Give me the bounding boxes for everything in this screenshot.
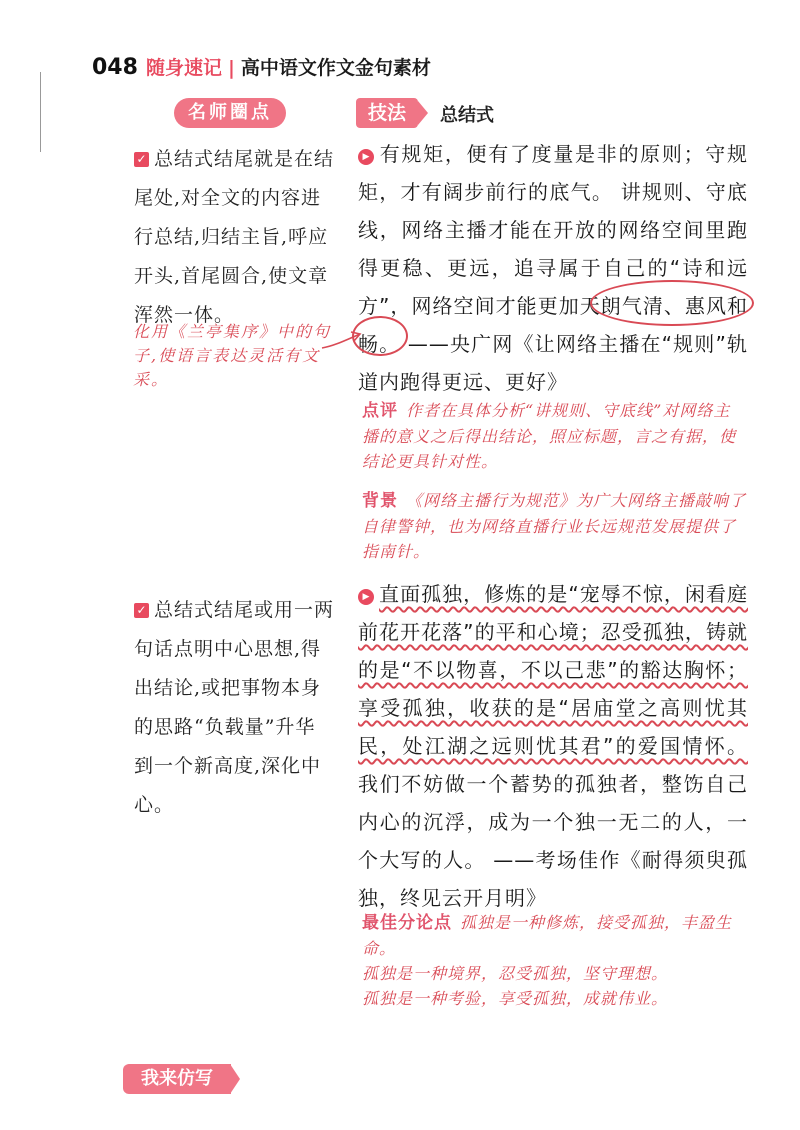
review-label: 点评: [362, 401, 398, 421]
best-point-2: 孤独是一种境界，忍受孤独，坚守理想。: [362, 964, 669, 983]
technique-name: 总结式: [440, 105, 494, 126]
best-point-3: 孤独是一种考验，享受孤独，成就伟业。: [362, 989, 669, 1008]
teacher-note-1-text: 总结式结尾就是在结尾处,对全文的内容进行总结,归结主旨,呼应开头,首尾圆合,使文章浑然一体。: [134, 148, 335, 326]
best-points-comment: [362, 910, 747, 1011]
background-comment: [362, 488, 747, 564]
best-points-label: 最佳分论点: [362, 913, 452, 933]
play-icon: ▶: [358, 149, 374, 165]
example-2: [358, 575, 748, 917]
technique-tag-arrow: [418, 101, 428, 125]
imitation-tag-label: 我来仿写: [123, 1064, 231, 1094]
review-comment: [362, 398, 747, 474]
imitation-tag-arrow: [230, 1064, 240, 1094]
play-icon: ▶: [358, 589, 374, 605]
example-1-highlight: 天朗气清、惠风和畅: [358, 294, 748, 356]
example-2-rest: 我们不妨做一个蓄势的孤独者，整饬自己内心的沉浮，成为一个独一无二的人，一个大写的人。 ——考场佳作《耐得须臾孤独，终见云开月明》: [358, 772, 748, 910]
highlight-circle: [590, 280, 754, 326]
page-header: [92, 53, 431, 80]
example-1: [358, 135, 748, 401]
check-icon: ✓: [134, 152, 149, 167]
check-icon: ✓: [134, 603, 149, 618]
page-number: 048: [92, 55, 138, 80]
example-1-text-b: 。 ——央广网《让网络主播在“规则”轨道内跑得更远、更好》: [358, 332, 748, 394]
teacher-note-1: [134, 140, 334, 335]
highlight-circle: [352, 316, 408, 356]
background-text: 《网络主播行为规范》为广大网络主播敲响了自律警钟，也为网络直播行业长远规范发展提供了指南针。: [362, 491, 747, 561]
example-1-text-a: 有规矩，便有了度量是非的原则；守规矩，才有阔步前行的底气。 讲规则、守底线，网络主播才能在开放的网络空间里跑得更稳、更远，追寻属于自己的“诗和远方”，网络空间才能更加: [358, 142, 748, 318]
handwritten-annotation: 化用《兰亭集序》中的句子,使语言表达灵活有文采。: [133, 322, 332, 389]
header-separator: |: [227, 57, 235, 79]
teacher-note-2: [134, 591, 334, 825]
imitation-tag: [123, 1064, 231, 1094]
background-label: 背景: [362, 491, 398, 511]
series-name: 随身速记: [145, 57, 222, 79]
book-title: 高中语文作文金句素材: [240, 57, 431, 79]
example-2-underlined: 直面孤独，修炼的是“宠辱不惊，闲看庭前花开花落”的平和心境；忍受孤独，铸就的是“不以物喜，不以己悲”的豁达胸怀；享受孤独，收获的是“居庙堂之高则忧其民，处江湖之远则忧其君”的爱国情怀。: [358, 582, 748, 758]
technique-tag: 技法: [356, 98, 418, 128]
teacher-notes-tag: 名师圈点: [174, 98, 286, 128]
review-text: 作者在具体分析“讲规则、守底线”对网络主播的意义之后得出结论，照应标题，言之有据，使结论更具针对性。: [362, 401, 737, 471]
best-point-1: 孤独是一种修炼，接受孤独，丰盈生命。: [362, 913, 733, 958]
margin-rule: [40, 72, 41, 152]
teacher-note-2-text: 总结式结尾或用一两句话点明中心思想,得出结论,或把事物本身的思路“负载量”升华到一个新高度,深化中心。: [134, 599, 335, 816]
